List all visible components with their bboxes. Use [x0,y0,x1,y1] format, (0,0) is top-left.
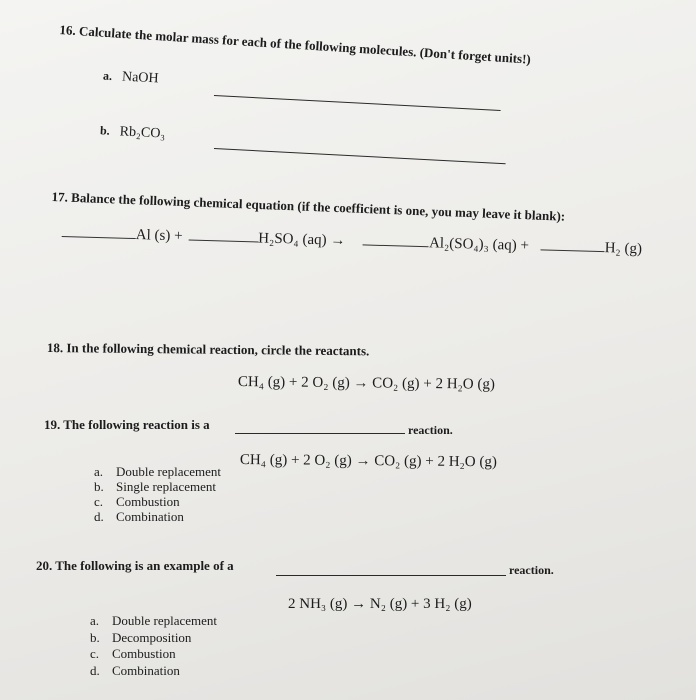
equation-term-al: Al (s) + [135,227,183,245]
question-17-equation [62,225,643,258]
equation-term-h2: H₂ (g) [604,240,643,258]
question-18-prompt: 18. In the following chemical reaction, [46,340,262,358]
question-20-equation: 2 NH₃ (g) → N₂ (g) + 3 H₂ (g) [288,596,472,612]
question-19-answer-line[interactable] [235,433,405,434]
question-20-options [90,613,217,679]
equation-term-h2so4: H₂SO₄ (aq) → [258,230,346,249]
question-18-emphasis: circle the reactants. [261,342,370,359]
coefficient-blank-h2[interactable] [541,248,605,252]
question-16a-answer-line[interactable] [214,95,501,111]
question-16b-answer-line[interactable] [214,148,506,164]
question-19-option-b[interactable]: b. Single replacement [94,479,216,494]
question-19-option-c[interactable]: c. Combustion [94,494,180,509]
question-20-suffix: reaction. [509,563,554,577]
question-18-equation[interactable]: CH₄ (g) + 2 O₂ (g) → CO₂ (g) + 2 H₂O (g) [237,374,495,393]
question-18 [47,340,370,359]
question-16b-letter: b. [99,123,111,138]
question-19-equation: CH₄ (g) + 2 O₂ (g) → CO₂ (g) + 2 H₂O (g) [239,452,497,471]
question-16b [100,123,166,142]
question-19-prompt: 19. The following reaction is a [44,417,210,432]
question-16 [59,22,531,68]
question-16a-letter: a. [102,68,113,84]
question-19-option-d[interactable]: d. Combination [94,509,184,524]
coefficient-blank-al[interactable] [62,235,136,239]
question-16a-text: NaOH [121,69,159,87]
question-20-option-b[interactable]: b. Decomposition [90,629,192,645]
coefficient-blank-al2so43[interactable] [363,243,429,247]
question-20 [36,558,234,574]
question-20-answer-line[interactable] [276,575,506,576]
question-20-option-d[interactable]: d. Combination [90,662,180,678]
question-16-note: (Don't forget units!) [419,44,532,67]
question-19 [44,417,210,433]
question-20-option-c[interactable]: c. Combustion [90,646,176,661]
question-20-prompt: 20. The following is an example of a [36,558,234,573]
question-19-suffix: reaction. [408,423,453,437]
question-20-option-a[interactable]: a. Double replacement [90,613,218,628]
question-16b-text: Rb₂CO₃ [119,124,166,142]
question-16-prompt: 16. Calculate the molar mass for each of the following molecules. [59,22,421,60]
coefficient-blank-h2so4[interactable] [188,239,258,243]
question-16a [103,69,159,88]
question-19-options [94,464,221,524]
equation-term-al2so43: Al₂(SO₄)₃ (aq) + [428,235,530,255]
question-19-option-a[interactable]: a. Double replacement [94,464,222,479]
question-17: 17. Balance the following chemical equation (if the coefficient is one, you may leave it blank): [51,189,566,224]
